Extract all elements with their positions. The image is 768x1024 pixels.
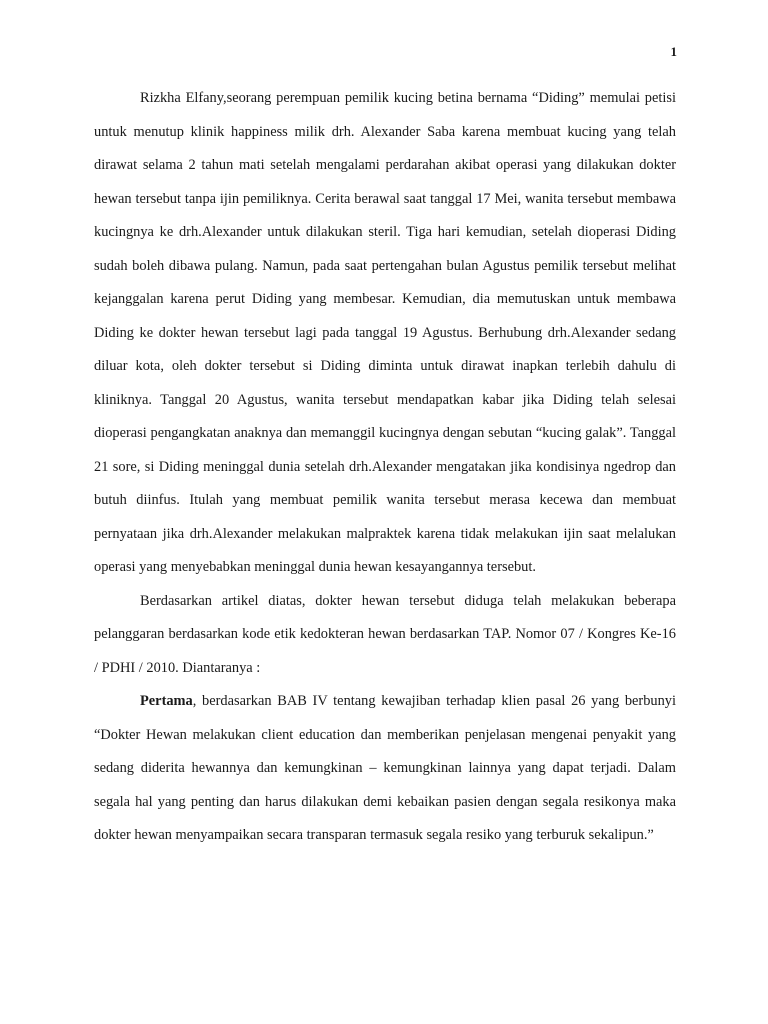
paragraph-story: Rizkha Elfany,seorang perempuan pemilik kucing betina bernama “Diding” memulai petisi untuk menutup klinik happiness milik drh. Alexander Saba karena membuat kucing yang telah dirawat selama 2 tahun mati setelah mengalami perdarahan akibat operasi yang dilakukan dokter hewan tersebut tanpa ijin pemiliknya. Cerita berawal saat tanggal 17 Mei, wanita tersebut membawa kucingnya ke drh.Alexander untuk dilakukan steril. Tiga hari kemudian, setelah dioperasi Diding sudah boleh dibawa pulang. Namun, pada saat pertengahan bulan Agustus pemilik tersebut melihat kejanggalan karena perut Diding yang membesar. Kemudian, dia memutuskan untuk membawa Diding ke dokter hewan tersebut lagi pada tanggal 19 Agustus. Berhubung drh.Alexander sedang diluar kota, oleh dokter tersebut si Diding diminta untuk dirawat inapkan terlebih dahulu di kliniknya. Tanggal 20 Agustus, wanita tersebut mendapatkan kabar jika Diding telah selesai dioperasi pengangkatan anaknya dan memanggil kucingnya dengan sebutan “kucing galak”. Tanggal 21 sore, si Diding meninggal dunia setelah drh.Alexander mengatakan jika kondisinya ngedrop dan butuh diinfus. Itulah yang membuat pemilik wanita tersebut merasa kecewa dan membuat pernyataan jika drh.Alexander melakukan malpraktek karena tidak melakukan ijin saat melalukan operasi yang menyebabkan meninggal dunia hewan kesayangannya tersebut. bbox=[94, 90, 676, 575]
first-violation-lead: Pertama bbox=[140, 693, 193, 709]
paragraph-first-violation bbox=[94, 685, 676, 853]
page-number: 1 bbox=[670, 44, 677, 59]
first-violation-text: , berdasarkan BAB IV tentang kewajiban terhadap klien pasal 26 yang berbunyi “Dokter Hewan melakukan client education dan memberikan penjelasan mengenai penyakit yang sedang diderita hewannya dan kemungkinan – kemungkinan lainnya yang dapat terjadi. Dalam segala hal yang penting dan harus dilakukan demi kebaikan pasien dengan segala resikonya maka dokter hewan menyampaikan secara transparan termasuk segala resiko yang terburuk sekalipun.” bbox=[94, 693, 676, 843]
document-body bbox=[94, 82, 676, 853]
paragraph-violations-intro: Berdasarkan artikel diatas, dokter hewan tersebut diduga telah melakukan beberapa pelanggaran berdasarkan kode etik kedokteran hewan berdasarkan TAP. Nomor 07 / Kongres Ke-16 / PDHI / 2010. Diantaranya : bbox=[94, 592, 676, 676]
